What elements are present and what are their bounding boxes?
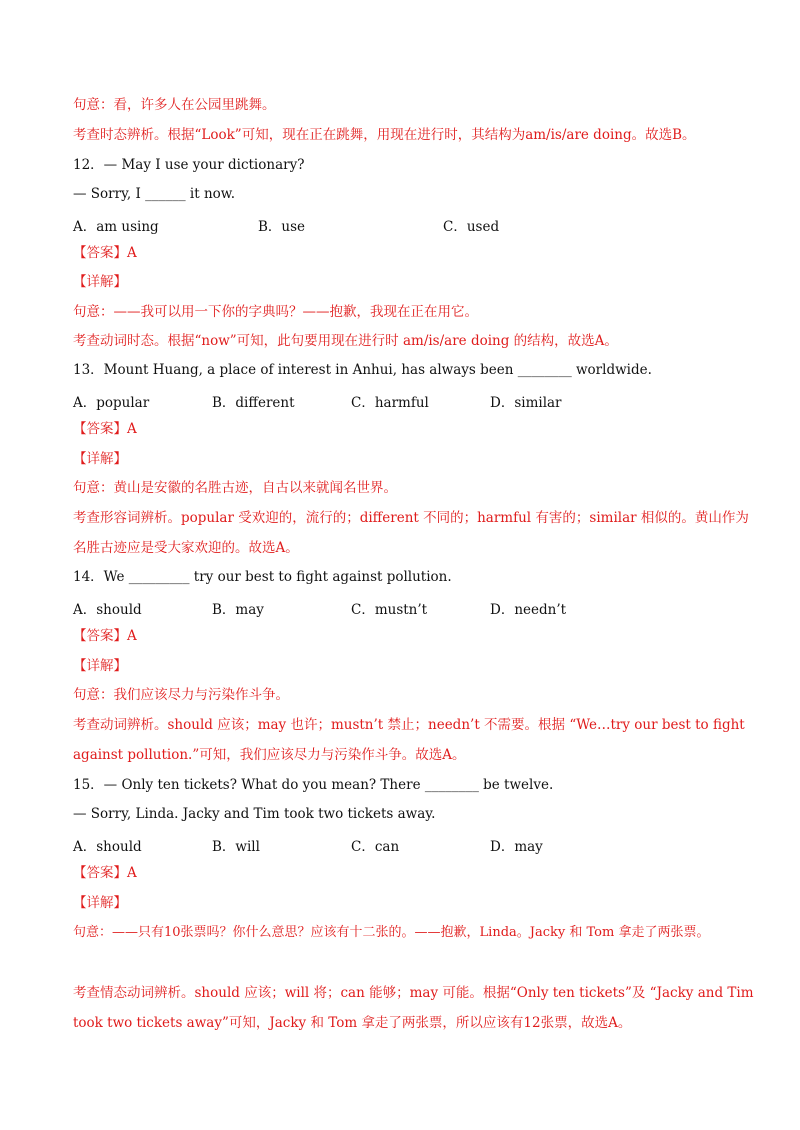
q11-analysis: 考查时态辨析。根据“Look”可知，现在正在跳舞，用现在进行时，其结构为am/is/are doing。故选B。: [73, 127, 696, 143]
q12-option-b: B．use: [258, 219, 306, 235]
q15-meaning: 句意：——只有10张票吗？你什么意思？应该有十二张的。——抱歉，Linda。Jacky 和 Tom 拿走了两张票。: [73, 925, 710, 940]
q13-detail-heading: 【详解】: [73, 451, 127, 467]
q14-answer: 【答案】A: [73, 628, 137, 644]
q15-option-c: C．can: [351, 839, 400, 855]
q14-option-c: C．mustn’t: [351, 602, 428, 618]
q14-meaning: 句意：我们应该尽力与污染作斗争。: [73, 687, 289, 703]
q13-option-a: A．popular: [73, 395, 150, 411]
q12-answer: 【答案】A: [73, 245, 137, 261]
q12-analysis: 考查动词时态。根据“now”可知，此句要用现在进行时 am/is/are doing 的结构，故选A。: [73, 333, 618, 349]
q13-option-b: B．different: [212, 395, 295, 411]
q15-stem-1: 15．— Only ten tickets? What do you mean? There ________ be twelve.: [73, 777, 554, 793]
q12-option-c: C．used: [443, 219, 500, 235]
q15-detail-heading: 【详解】: [73, 895, 127, 911]
q14-analysis-2: against pollution.”可知，我们应该尽力与污染作斗争。故选A。: [73, 747, 466, 763]
q13-option-d: D．similar: [490, 395, 562, 411]
q12-detail-heading: 【详解】: [73, 274, 127, 290]
q14-option-d: D．needn’t: [490, 602, 567, 618]
q14-option-b: B．may: [212, 602, 264, 618]
q14-detail-heading: 【详解】: [73, 658, 127, 674]
q15-analysis-1: 考查情态动词辨析。should 应该；will 将；can 能够；may 可能。根据“Only ten tickets”及 “Jacky and Tim: [73, 985, 754, 1001]
q13-analysis-2: 名胜古迹应是受大家欢迎的。故选A。: [73, 540, 299, 556]
q13-option-c: C．harmful: [351, 395, 429, 411]
q12-meaning: 句意：——我可以用一下你的字典吗？——抱歉，我现在正在用它。: [73, 304, 478, 320]
q15-analysis-2: took two tickets away”可知，Jacky 和 Tom 拿走了两张票，所以应该有12张票，故选A。: [73, 1015, 632, 1031]
q12-option-a: A．am using: [73, 219, 159, 235]
q12-stem-2: — Sorry, I ______ it now.: [73, 186, 236, 202]
q15-option-a: A．should: [73, 839, 142, 855]
q15-answer: 【答案】A: [73, 865, 137, 881]
q14-analysis-1: 考查动词辨析。should 应该；may 也许；mustn’t 禁止；needn’t 不需要。根据 “We…try our best to fight: [73, 717, 745, 733]
q15-option-d: D．may: [490, 839, 543, 855]
q12-stem-1: 12．— May I use your dictionary?: [73, 157, 305, 173]
q15-stem-2: — Sorry, Linda. Jacky and Tim took two tickets away.: [73, 806, 436, 822]
q14-stem: 14．We _________ try our best to fight against pollution.: [73, 569, 452, 585]
q15-option-b: B．will: [212, 839, 260, 855]
q13-stem: 13．Mount Huang, a place of interest in Anhui, has always been ________ worldwide.: [73, 362, 652, 378]
q14-option-a: A．should: [73, 602, 142, 618]
q11-meaning: 句意：看，许多人在公园里跳舞。: [73, 97, 276, 113]
q13-analysis-1: 考查形容词辨析。popular 受欢迎的，流行的；different 不同的；harmful 有害的；similar 相似的。黄山作为: [73, 510, 749, 526]
q13-meaning: 句意：黄山是安徽的名胜古迹，自古以来就闻名世界。: [73, 480, 397, 496]
q13-answer: 【答案】A: [73, 421, 137, 437]
